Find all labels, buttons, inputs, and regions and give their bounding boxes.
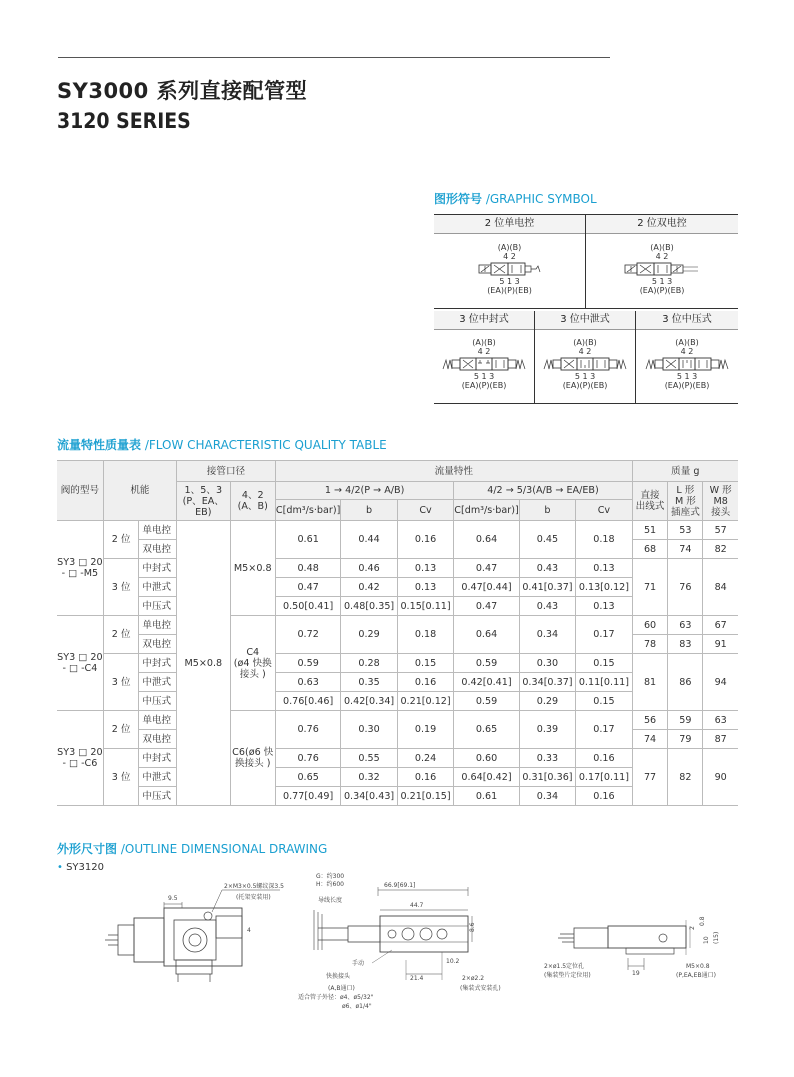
value-cell: 0.61 — [454, 787, 519, 806]
manual-label: 手动 — [352, 960, 365, 967]
col-cv2: Cv — [576, 500, 632, 521]
page-subtitle: 3120 SERIES — [57, 109, 191, 133]
function-cell: 双电控 — [139, 540, 177, 559]
value-cell: 0.13 — [576, 559, 632, 578]
model-tag: • SY3120 — [57, 862, 104, 873]
value-cell: 0.76 — [275, 711, 340, 749]
function-cell: 中封式 — [139, 654, 177, 673]
table-row — [57, 654, 738, 673]
graphic-symbol-box — [434, 214, 738, 404]
value-cell: 0.46 — [341, 559, 397, 578]
lead-length-label: 导线长度 — [318, 897, 343, 904]
tube-label: 适合管子外径：ø4、ø5/32" — [298, 994, 374, 1001]
value-cell: 0.17 — [576, 711, 632, 749]
dim-9-5: 9.5 — [168, 895, 178, 902]
weight-lm-cell: 63 — [668, 616, 703, 635]
value-cell: 0.64[0.42] — [454, 768, 519, 787]
dim-0-8: 0.8 — [699, 916, 706, 926]
value-cell: 0.77[0.49] — [275, 787, 340, 806]
valve-3pos-exhaust-icon — [543, 357, 627, 371]
value-cell: 0.13 — [576, 597, 632, 616]
col-flow-b: 4/2 → 5/3(A/B → EA/EB) — [454, 482, 632, 500]
weight-direct-cell: 68 — [632, 540, 668, 559]
value-cell: 0.29 — [519, 692, 575, 711]
col-port-135: 1、5、3 (P、EA、EB) — [177, 482, 231, 521]
table-row — [57, 559, 738, 578]
flow-characteristic-table — [57, 460, 738, 806]
value-cell: 0.42[0.34] — [341, 692, 397, 711]
valve-symbol: (A)(B) 4 2 5 1 3 (EA)(P)(EB) — [478, 243, 542, 295]
value-cell: 0.21[0.15] — [397, 787, 453, 806]
top-view-drawing — [296, 870, 501, 1010]
function-cell: 中压式 — [139, 692, 177, 711]
weight-lm-cell: 83 — [668, 635, 703, 654]
value-cell: 0.34 — [519, 787, 575, 806]
weight-w-cell: 87 — [703, 730, 738, 749]
table-row — [57, 711, 738, 730]
mount-sub-label: (集装式安装孔) — [460, 985, 501, 992]
value-cell: 0.64 — [454, 521, 519, 559]
valve-symbol: (A)(B) 4 2 5 1 3 (EA)(P)(EB) — [645, 338, 729, 390]
value-cell: 0.15 — [576, 654, 632, 673]
col-c2: C[dm³/s·bar)] — [454, 500, 519, 521]
value-cell: 0.31[0.36] — [519, 768, 575, 787]
value-cell: 0.29 — [341, 616, 397, 654]
value-cell: 0.24 — [397, 749, 453, 768]
col-function: 机能 — [103, 461, 176, 521]
col-w-direct: 直接 出线式 — [632, 482, 668, 521]
col-cv1: Cv — [397, 500, 453, 521]
dim-2: 2 — [689, 926, 696, 930]
weight-direct-cell: 56 — [632, 711, 668, 730]
value-cell: 0.43 — [519, 559, 575, 578]
value-cell: 0.42 — [341, 578, 397, 597]
weight-w-cell: 63 — [703, 711, 738, 730]
value-cell: 0.48[0.35] — [341, 597, 397, 616]
dim-4: 4 — [247, 927, 251, 934]
col-c1: C[dm³/s·bar)] — [275, 500, 340, 521]
value-cell: 0.18 — [397, 616, 453, 654]
value-cell: 0.33 — [519, 749, 575, 768]
function-cell: 单电控 — [139, 521, 177, 540]
position-cell: 2 位 — [103, 711, 139, 749]
value-cell: 0.39 — [519, 711, 575, 749]
table-row — [57, 521, 738, 540]
tube-label-2: ø6、ø1/4" — [342, 1003, 372, 1010]
value-cell: 0.16 — [397, 521, 453, 559]
value-cell: 0.43 — [519, 597, 575, 616]
value-cell: 0.15 — [576, 692, 632, 711]
value-cell: 0.42[0.41] — [454, 673, 519, 692]
weight-direct-cell: 51 — [632, 521, 668, 540]
value-cell: 0.34[0.37] — [519, 673, 575, 692]
dim-44-7: 44.7 — [410, 902, 424, 909]
valve-2pos-single-icon — [478, 262, 542, 276]
mount-hole-label: 2×ø2.2 — [462, 975, 485, 982]
value-cell: 0.28 — [341, 654, 397, 673]
dim-21-4: 21.4 — [410, 975, 424, 982]
weight-w-cell: 90 — [703, 749, 738, 806]
function-cell: 双电控 — [139, 635, 177, 654]
value-cell: 0.18 — [576, 521, 632, 559]
dim-15: (15) — [713, 931, 720, 944]
pin-hole-sub-label: (集装垫片定位用) — [544, 972, 591, 979]
outline-heading: 外形尺寸图 /OUTLINE DIMENSIONAL DRAWING — [57, 842, 328, 856]
col-b2: b — [519, 500, 575, 521]
value-cell: 0.13 — [397, 559, 453, 578]
port-135-cell: M5×0.8 — [177, 521, 231, 806]
valve-3pos-closed-icon — [442, 357, 526, 371]
valve-3pos-pressure-icon — [645, 357, 729, 371]
value-cell: 0.59 — [454, 692, 519, 711]
value-cell: 0.47 — [454, 559, 519, 578]
weight-lm-cell: 59 — [668, 711, 703, 730]
weight-w-cell: 57 — [703, 521, 738, 540]
value-cell: 0.47[0.44] — [454, 578, 519, 597]
page-title: SY3000 系列直接配管型 — [57, 79, 308, 103]
position-cell: 2 位 — [103, 521, 139, 559]
value-cell: 0.17 — [576, 616, 632, 654]
end-view-drawing — [100, 880, 284, 990]
col-port-42: 4、2 (A、B) — [230, 482, 275, 521]
col-model: 阀的型号 — [57, 461, 103, 521]
model-cell: SY3 □ 20 - □ -C4 — [57, 616, 103, 711]
value-cell: 0.61 — [275, 521, 340, 559]
dim-10: 10 — [703, 936, 710, 944]
symbol-3pos-exhaust — [535, 311, 636, 403]
side-view-drawing — [540, 900, 740, 985]
position-cell: 3 位 — [103, 749, 139, 806]
value-cell: 0.16 — [576, 787, 632, 806]
position-cell: 3 位 — [103, 559, 139, 616]
symbol-label: 2 位双电控 — [586, 215, 738, 234]
position-cell: 3 位 — [103, 654, 139, 711]
weight-lm-cell: 82 — [668, 749, 703, 806]
pin-hole-label: 2×ø1.5定位孔 — [544, 963, 585, 970]
col-flow-a: 1 → 4/2(P → A/B) — [275, 482, 453, 500]
col-flow: 流量特性 — [275, 461, 632, 482]
value-cell: 0.59 — [454, 654, 519, 673]
weight-w-cell: 91 — [703, 635, 738, 654]
port-42-cell: C4 (ø4 快换 接头 ) — [230, 616, 275, 711]
dim-66-9: 66.9[69.1] — [384, 882, 416, 889]
col-w-w: W 形 M8 接头 — [703, 482, 738, 521]
value-cell: 0.76 — [275, 749, 340, 768]
weight-direct-cell: 60 — [632, 616, 668, 635]
weight-direct-cell: 78 — [632, 635, 668, 654]
value-cell: 0.45 — [519, 521, 575, 559]
weight-direct-cell: 71 — [632, 559, 668, 616]
valve-symbol: (A)(B) 4 2 5 1 3 (EA)(P)(EB) — [543, 338, 627, 390]
ab-port-label: (A,B通口) — [328, 985, 355, 992]
position-cell: 2 位 — [103, 616, 139, 654]
col-weight: 质量 g — [632, 461, 738, 482]
value-cell: 0.34 — [519, 616, 575, 654]
value-cell: 0.16 — [397, 768, 453, 787]
function-cell: 中压式 — [139, 787, 177, 806]
symbol-label: 3 位中压式 — [636, 311, 738, 330]
value-cell: 0.59 — [275, 654, 340, 673]
symbol-3pos-pressure — [636, 311, 738, 403]
value-cell: 0.11[0.11] — [576, 673, 632, 692]
value-cell: 0.47 — [454, 597, 519, 616]
value-cell: 0.76[0.46] — [275, 692, 340, 711]
value-cell: 0.63 — [275, 673, 340, 692]
col-w-lm: L 形 M 形 插座式 — [668, 482, 703, 521]
thread-sub-label: (托架安装用) — [236, 894, 271, 901]
function-cell: 中封式 — [139, 559, 177, 578]
value-cell: 0.13 — [397, 578, 453, 597]
value-cell: 0.65 — [454, 711, 519, 749]
function-cell: 中泄式 — [139, 768, 177, 787]
model-cell: SY3 □ 20 - □ -C6 — [57, 711, 103, 806]
model-cell: SY3 □ 20 - □ -M5 — [57, 521, 103, 616]
symbol-3pos-closed — [434, 311, 535, 403]
value-cell: 0.32 — [341, 768, 397, 787]
thread-label: 2×M3×0.5螺纹深3.5 — [224, 883, 284, 890]
valve-2pos-double-icon — [624, 262, 700, 276]
value-cell: 0.44 — [341, 521, 397, 559]
top-rule — [58, 57, 610, 58]
weight-lm-cell: 79 — [668, 730, 703, 749]
m5-port-label: M5×0.8 — [686, 963, 710, 970]
value-cell: 0.47 — [275, 578, 340, 597]
weight-w-cell: 84 — [703, 559, 738, 616]
dim-10-2: 10.2 — [446, 958, 460, 965]
symbol-2pos-single — [434, 215, 586, 308]
quick-connector-label: 快换接头 — [326, 973, 351, 980]
value-cell: 0.21[0.12] — [397, 692, 453, 711]
value-cell: 0.35 — [341, 673, 397, 692]
weight-w-cell: 67 — [703, 616, 738, 635]
function-cell: 单电控 — [139, 616, 177, 635]
dim-19: 19 — [632, 970, 640, 977]
symbol-label: 2 位单电控 — [434, 215, 585, 234]
value-cell: 0.72 — [275, 616, 340, 654]
weight-direct-cell: 77 — [632, 749, 668, 806]
value-cell: 0.41[0.37] — [519, 578, 575, 597]
value-cell: 0.15 — [397, 654, 453, 673]
weight-w-cell: 94 — [703, 654, 738, 711]
function-cell: 中封式 — [139, 749, 177, 768]
col-b1: b — [341, 500, 397, 521]
value-cell: 0.16 — [397, 673, 453, 692]
weight-lm-cell: 74 — [668, 540, 703, 559]
function-cell: 双电控 — [139, 730, 177, 749]
lead-h-label: H：约600 — [316, 881, 344, 888]
table-row — [57, 616, 738, 635]
value-cell: 0.19 — [397, 711, 453, 749]
value-cell: 0.60 — [454, 749, 519, 768]
lead-g-label: G：约300 — [316, 873, 345, 880]
value-cell: 0.50[0.41] — [275, 597, 340, 616]
valve-symbol: (A)(B) 4 2 5 1 3 (EA)(P)(EB) — [624, 243, 700, 295]
value-cell: 0.48 — [275, 559, 340, 578]
weight-w-cell: 82 — [703, 540, 738, 559]
symbol-label: 3 位中泄式 — [535, 311, 635, 330]
value-cell: 0.65 — [275, 768, 340, 787]
weight-lm-cell: 86 — [668, 654, 703, 711]
m5-port-sub-label: (P,EA,EB通口) — [676, 972, 716, 979]
symbol-label: 3 位中封式 — [434, 311, 534, 330]
value-cell: 0.64 — [454, 616, 519, 654]
value-cell: 0.55 — [341, 749, 397, 768]
function-cell: 中泄式 — [139, 578, 177, 597]
value-cell: 0.16 — [576, 749, 632, 768]
weight-direct-cell: 81 — [632, 654, 668, 711]
function-cell: 单电控 — [139, 711, 177, 730]
port-42-cell: C6(ø6 快 换接头 ) — [230, 711, 275, 806]
symbol-2pos-double — [586, 215, 738, 308]
valve-symbol: (A)(B) 4 2 5 1 3 (EA)(P)(EB) — [442, 338, 526, 390]
value-cell: 0.15[0.11] — [397, 597, 453, 616]
flow-table-heading: 流量特性质量表 /FLOW CHARACTERISTIC QUALITY TABLE — [57, 438, 387, 452]
graphic-symbol-heading: 图形符号 /GRAPHIC SYMBOL — [434, 192, 597, 206]
weight-direct-cell: 74 — [632, 730, 668, 749]
function-cell: 中压式 — [139, 597, 177, 616]
weight-lm-cell: 53 — [668, 521, 703, 540]
dim-8-6: 8.6 — [469, 922, 476, 932]
weight-lm-cell: 76 — [668, 559, 703, 616]
value-cell: 0.30 — [519, 654, 575, 673]
function-cell: 中泄式 — [139, 673, 177, 692]
port-42-cell: M5×0.8 — [230, 521, 275, 616]
value-cell: 0.34[0.43] — [341, 787, 397, 806]
value-cell: 0.17[0.11] — [576, 768, 632, 787]
value-cell: 0.30 — [341, 711, 397, 749]
col-port-size: 接管口径 — [177, 461, 276, 482]
table-row — [57, 749, 738, 768]
value-cell: 0.13[0.12] — [576, 578, 632, 597]
